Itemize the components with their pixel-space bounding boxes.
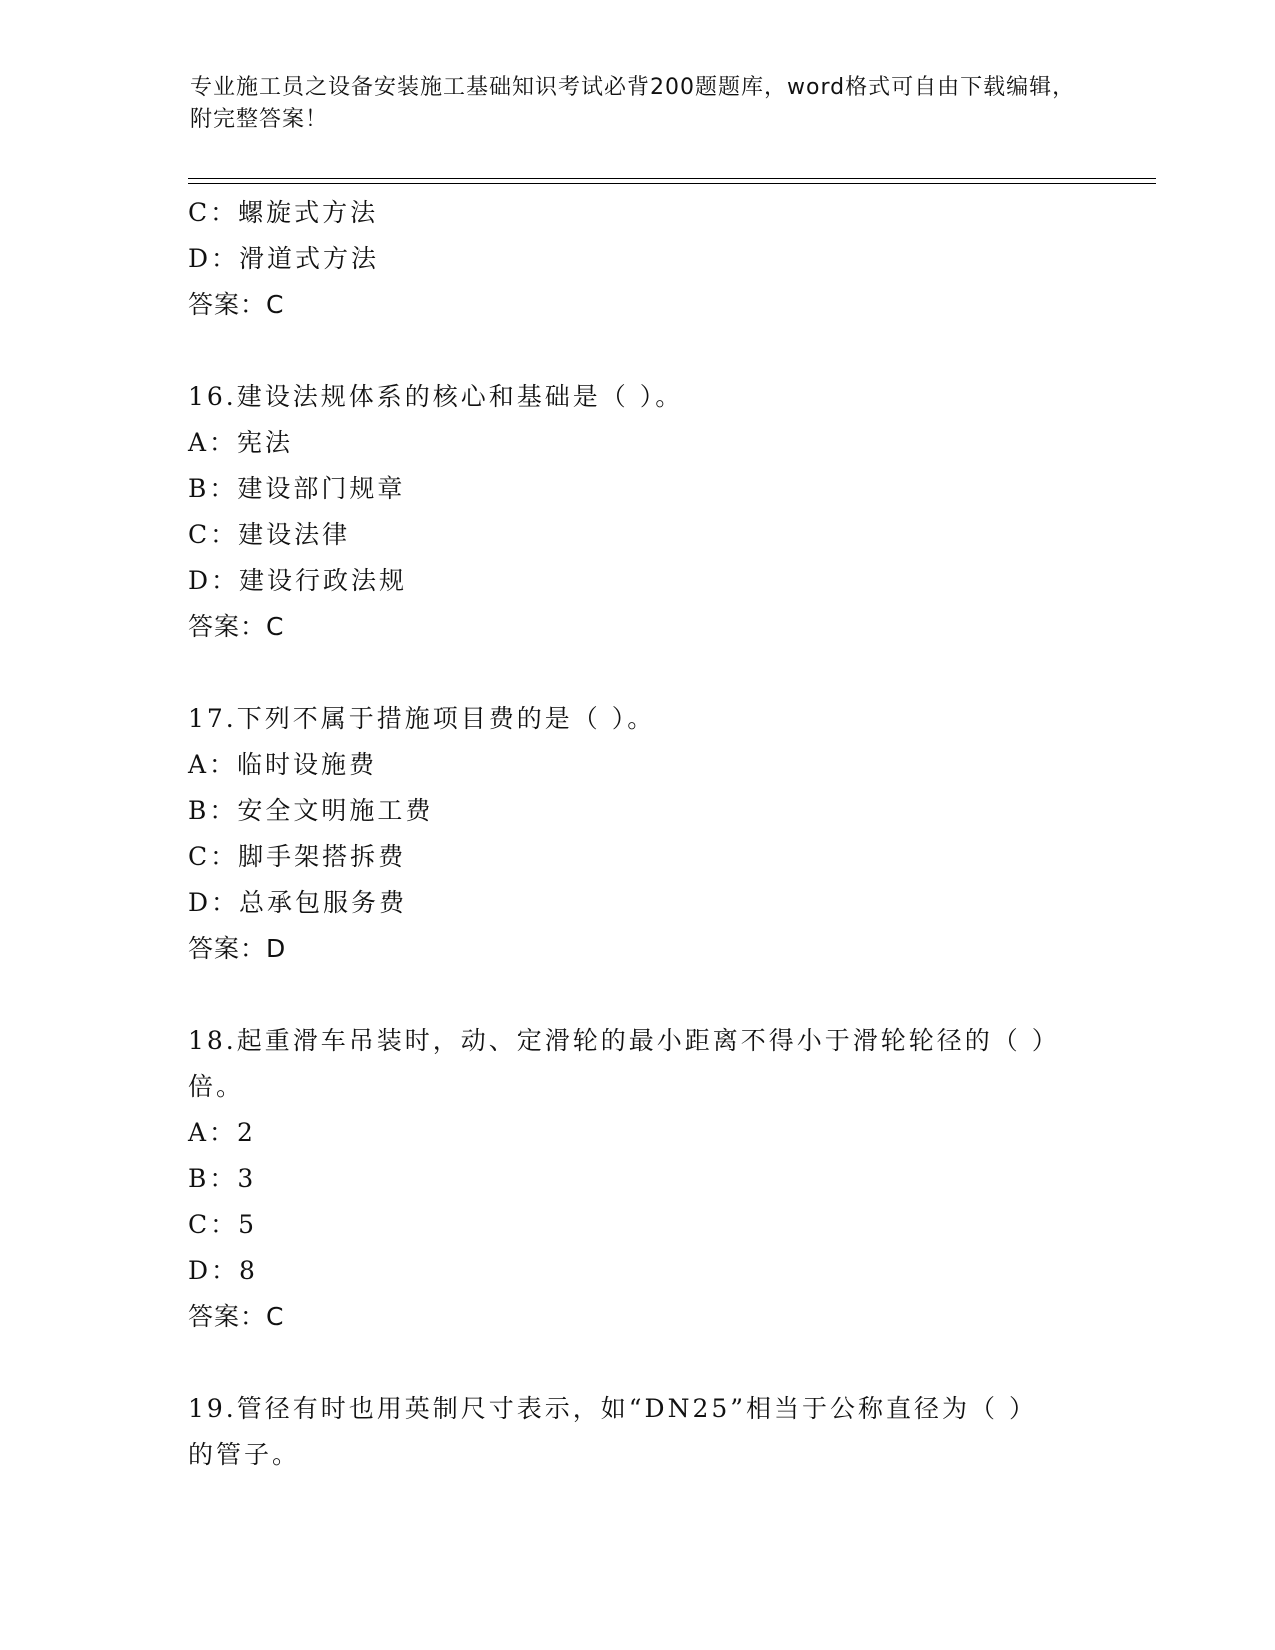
header-divider-top (188, 178, 1156, 179)
option-c: C：建设法律 (188, 520, 351, 549)
option-b: B：建设部门规章 (188, 474, 406, 503)
option-d: D：建设行政法规 (188, 566, 408, 595)
answer-line: 答案：C (188, 612, 285, 641)
option-c: C：脚手架搭拆费 (188, 842, 407, 871)
answer-line: 答案：D (188, 934, 287, 963)
answer-line: 答案：C (188, 290, 285, 319)
question-17 (188, 696, 1088, 972)
question-19 (188, 1386, 1088, 1478)
question-stem: 19.管径有时也用英制尺寸表示，如“DN25”相当于公称直径为（ ）的管子。 (188, 1394, 1037, 1469)
option-d: D：8 (188, 1256, 258, 1285)
answer-line: 答案：C (188, 1302, 285, 1331)
option-a: A：临时设施费 (188, 750, 378, 779)
question-list (188, 190, 1088, 1478)
option-d: D：总承包服务费 (188, 888, 408, 917)
option-b: B：3 (188, 1164, 257, 1193)
question-stem: 16.建设法规体系的核心和基础是（ ）。 (188, 382, 684, 411)
option-a: A：2 (188, 1118, 256, 1147)
option-b: B：安全文明施工费 (188, 796, 434, 825)
option-d: D：滑道式方法 (188, 244, 380, 273)
header-divider-bottom (188, 183, 1156, 184)
option-c: C：5 (188, 1210, 258, 1239)
question-stem: 18.起重滑车吊装时，动、定滑轮的最小距离不得小于滑轮轮径的（ ）倍。 (188, 1026, 1048, 1101)
document-header: 专业施工员之设备安装施工基础知识考试必背200题题库，word格式可自由下载编辑，附完整答案！ (190, 75, 1076, 132)
prev-question-tail (188, 190, 1088, 328)
option-c: C：螺旋式方法 (188, 198, 379, 227)
question-stem: 17.下列不属于措施项目费的是（ ）。 (188, 704, 656, 733)
option-a: A：宪法 (188, 428, 294, 457)
question-18 (188, 1018, 1088, 1340)
question-16 (188, 374, 1088, 650)
